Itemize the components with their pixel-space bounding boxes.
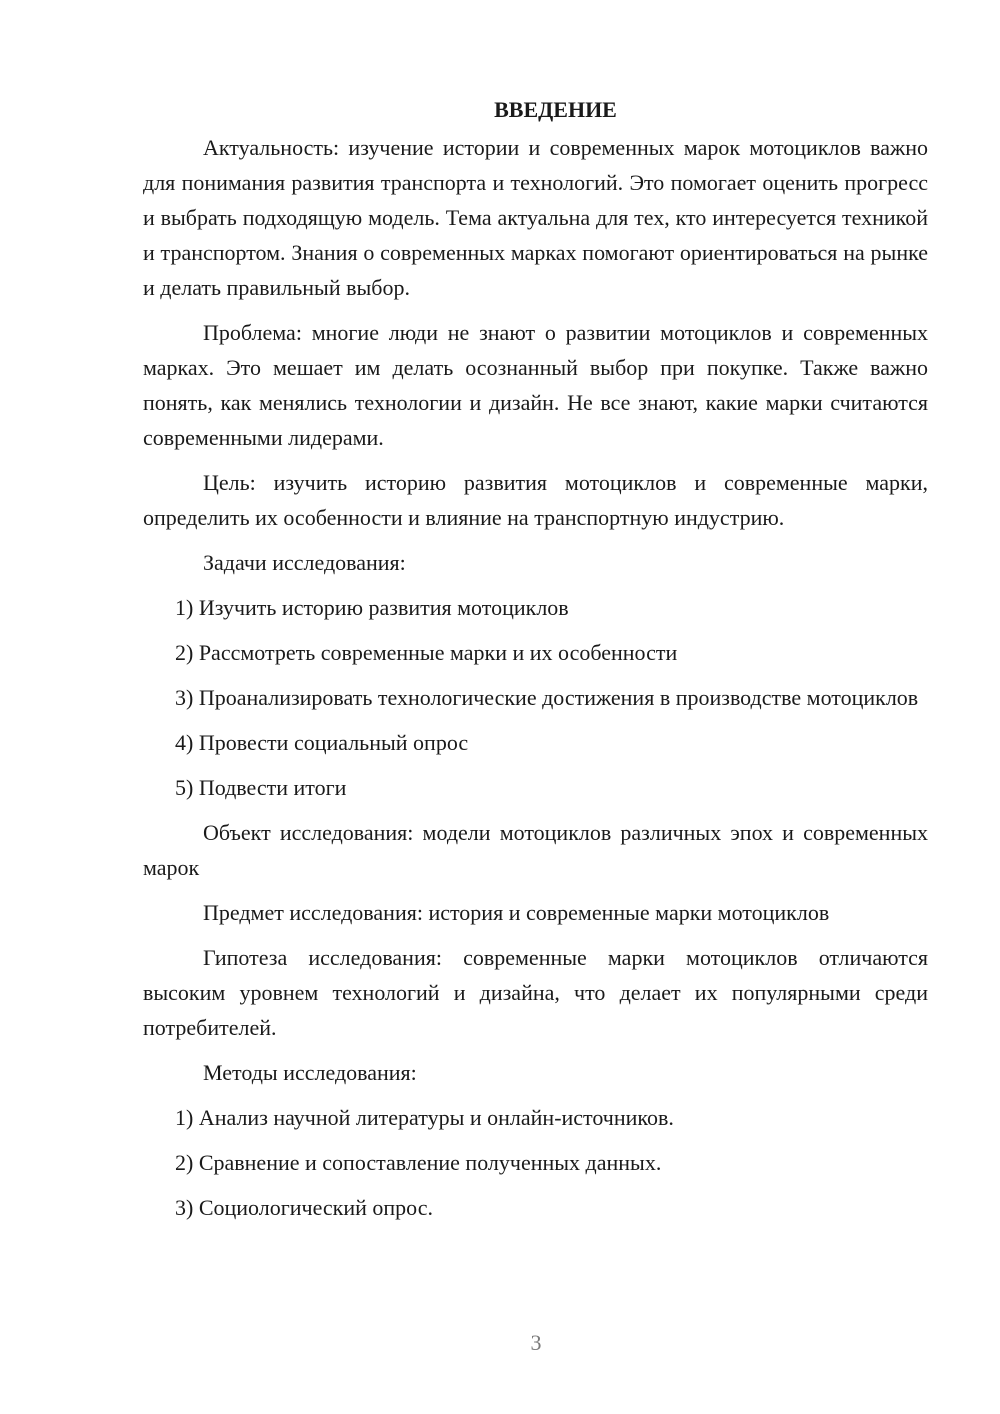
goal-paragraph: Цель: изучить историю развития мотоциклов и современные марки, определить их особенности и влияние на транспортную индустрию. (143, 470, 928, 530)
method-item-2: 2) Сравнение и сопоставление полученных данных. (175, 1150, 662, 1175)
task-item-3: 3) Проанализировать технологические достижения в производстве мотоциклов (175, 685, 919, 710)
task-item-2: 2) Рассмотреть современные марки и их особенности (175, 640, 678, 665)
task-item-5: 5) Подвести итоги (175, 775, 347, 800)
relevance-paragraph: Актуальность: изучение истории и современных марок мотоциклов важно для понимания развития транспорта и технологий. Это помогает оценить прогресс и выбрать подходящую модель. Тема актуальна для тех, кто интересуется техникой и транспортом. Знания о современных марках помогают ориентироваться на рынке и делать правильный выбор. (143, 135, 928, 300)
hypothesis-paragraph: Гипотеза исследования: современные марки мотоциклов отличаются высоким уровнем технологий и дизайна, что делает их популярными среди потребителей. (143, 945, 928, 1040)
methods-heading: Методы исследования: (203, 1060, 417, 1085)
task-item-4: 4) Провести социальный опрос (175, 730, 469, 755)
method-item-3: 3) Социологический опрос. (175, 1195, 433, 1220)
page-content (143, 92, 928, 1235)
tasks-heading: Задачи исследования: (203, 550, 406, 575)
task-item-1: 1) Изучить историю развития мотоциклов (175, 595, 569, 620)
subject-paragraph: Предмет исследования: история и современные марки мотоциклов (203, 900, 830, 925)
method-item-1: 1) Анализ научной литературы и онлайн-источников. (175, 1105, 674, 1130)
problem-paragraph: Проблема: многие люди не знают о развитии мотоциклов и современных марках. Это мешает им делать осознанный выбор при покупке. Также важно понять, как менялись технологии и дизайн. Не все знают, какие марки считаются современными лидерами. (143, 320, 928, 450)
section-title: ВВЕДЕНИЕ (494, 97, 617, 122)
page-number: 3 (530, 1330, 542, 1355)
object-paragraph: Объект исследования: модели мотоциклов различных эпох и современных марок (143, 820, 928, 880)
